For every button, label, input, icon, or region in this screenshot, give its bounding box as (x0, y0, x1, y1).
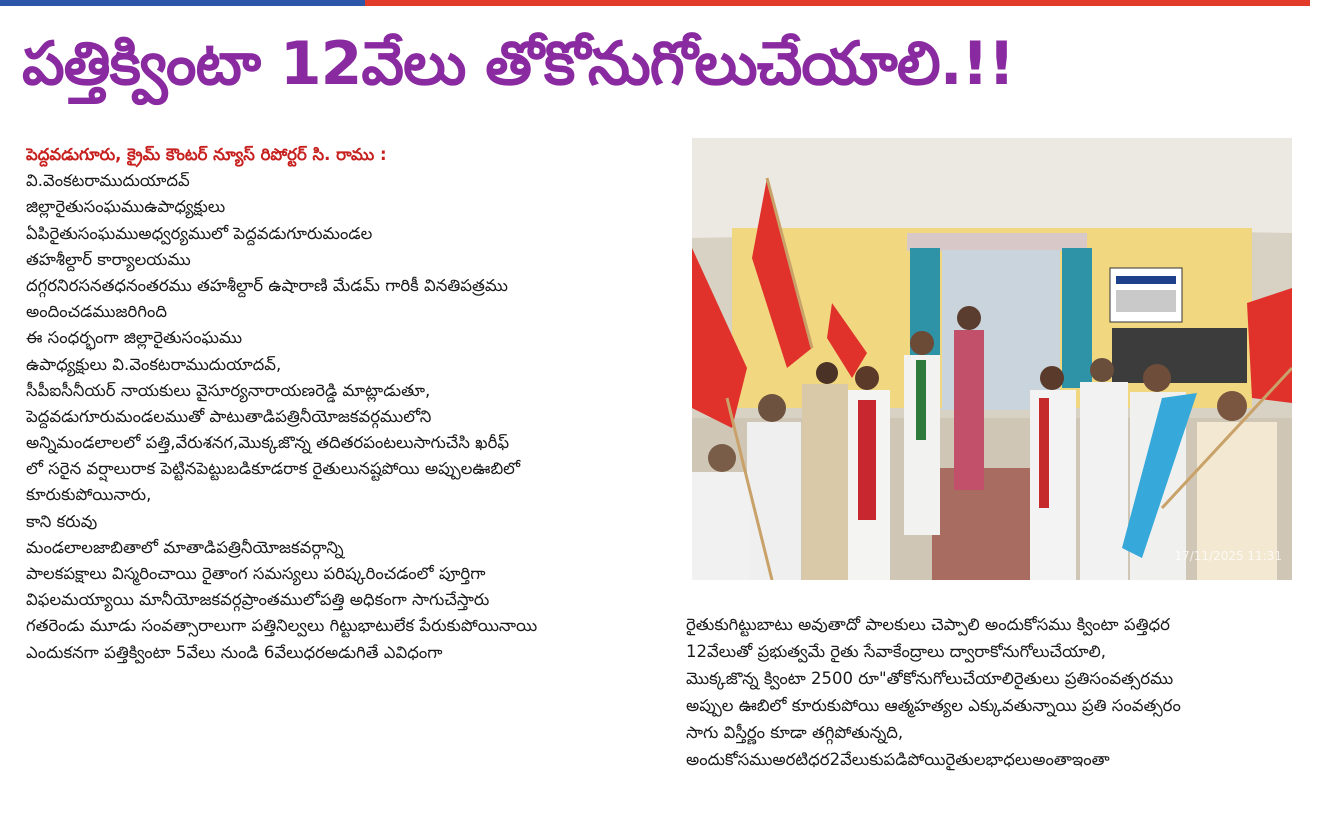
article-line: కూరుకుపోయినారు, (26, 485, 152, 505)
article-line: జిల్లారైతుసంఘముఉపాధ్యక్షులు (26, 197, 226, 217)
article-line: లో సరైన వర్షాలురాక పెట్టినపెట్టుబడికూడరాక రైతులునష్టపోయి అప్పులఊబిలో (26, 459, 521, 479)
article-line: రైతుకుగిట్టుబాటు అవుతాదో పాలకులు చెప్పాలి అందుకోసము క్వింటా పత్తిధర (686, 615, 1170, 634)
article-line: పెద్దవడుగూరుమండలముతో పాటుతాడిపత్రినీయోజకవర్గములోని (26, 406, 432, 426)
photo-timestamp: 17/11/2025 11:31 (1174, 549, 1282, 563)
article-line: మండలాలజాబితాలో మాతాడిపత్రినీయోజకవర్గాన్ని (26, 537, 344, 557)
news-photo (692, 138, 1292, 580)
article-line: వి.వెంకటరాముదుయాదవ్ (26, 171, 190, 191)
article-line: అప్పుల ఊబిలో కూరుకుపోయి ఆత్మహత్యల ఎక్కువతున్నాయి ప్రతి సంవత్సరం (686, 696, 1181, 715)
article-line: సాగు విస్తీర్ణం కూడా తగ్గిపోతున్నది, (686, 723, 904, 742)
byline: పెద్దవడుగూరు, క్రైమ్ కౌంటర్ న్యూస్ రిపోర్టర్ సి. రాము : (26, 145, 387, 164)
top-bar-red-segment (365, 0, 1310, 6)
article-line: దగ్గరనిరసనతధనంతరము తహశీల్దార్ ఉషారాణి మేడమ్ గారికీ వినతిపత్రము (26, 275, 508, 295)
article-right-column (686, 611, 1306, 773)
article-left-column (26, 142, 666, 666)
article-line: అన్నిమండలాలలో పత్తి,వేరుశనగ,మొక్కజొన్న తదితరపంటలుసాగుచేసి ఖరీఫ్ (26, 433, 510, 453)
article-line: మొక్కజొన్న క్వింటా 2500 రూ"తోకోనుగోలుచేయాలిరైతులు ప్రతిసంవత్సరము (686, 669, 1174, 688)
article-line: సీపీఐసీనీయర్ నాయకులు వైసూర్యనారాయణరెడ్డి మాట్లాడుతూ, (26, 380, 431, 400)
article-line: తహశీల్దార్ కార్యాలయము (26, 249, 191, 269)
article-line: ఈ సంధర్భంగా జిల్లారైతుసంఘము (26, 328, 243, 348)
article-line: 12వేలుతో ప్రభుత్వమే రైతు సేవాకేంద్రాలు ద్వారాకోనుగోలుచేయాలి, (686, 642, 1106, 661)
article-line: కాని కరువు (26, 511, 98, 531)
top-bar-blue-segment (0, 0, 365, 6)
article-line: ఏపిరైతుసంఘముఅధ్వర్యములో పెద్దవడుగూరుమండల (26, 223, 373, 243)
article-line: అందుకోసముఅరటిధర2వేలుకుపడిపోయిరైతులభాధలుఅంతాఇంతా (686, 750, 1110, 769)
article-line: ఎందుకనగా పత్తిక్వింటా 5వేలు నుండి 6వేలుధరఅడుగితే ఎవిధంగా (26, 642, 443, 662)
top-color-bar (0, 0, 1310, 6)
article-line: గతరెండు మూడు సంవత్సారాలుగా పత్తినిల్వలు గిట్టుభాటులేక పేరుకుపోయినాయి (26, 616, 538, 636)
headline: పత్తిక్వింటా 12వేలు తోకోనుగోలుచేయాలి.!! (22, 29, 1015, 99)
article-line: అందించడముజరిగింది (26, 302, 167, 322)
article-line: విఫలమయ్యాయి మానీయోజకవర్గప్రాంతములోపత్తి అధికంగా సాగుచేస్తారు (26, 590, 490, 610)
article-line: పాలకపక్షాలు విస్మరించాయి రైతాంగ సమస్యలు పరిష్కరించడంలో పూర్తిగా (26, 564, 486, 583)
article-line: ఉపాధ్యక్షులు వి.వెంకటరాముదుయాదవ్, (26, 354, 282, 374)
